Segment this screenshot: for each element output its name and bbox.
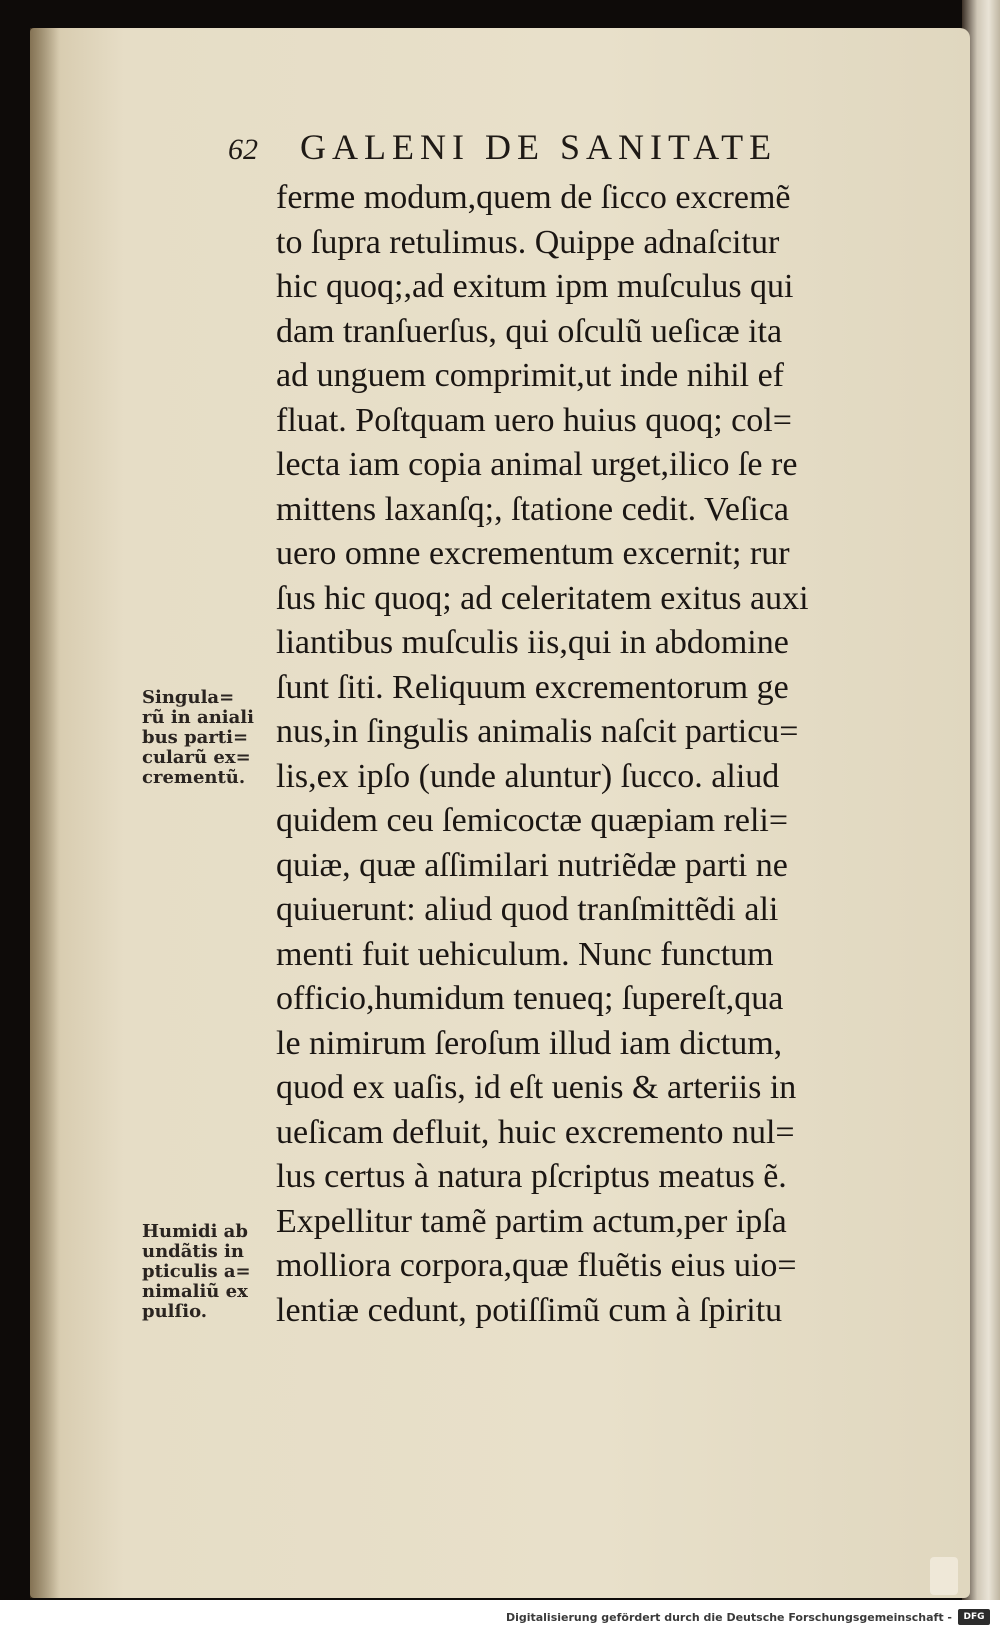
text-line: molliora corpora,quæ fluẽtis eius uio= xyxy=(276,1247,797,1284)
text-line: nus,in ſingulis animalis naſcit particu= xyxy=(276,713,799,750)
text-line: quidem ceu ſemicoctæ quæpiam reli= xyxy=(276,802,789,839)
running-title: GALENI DE SANITATE xyxy=(300,127,778,167)
text-line: lentiæ cedunt, potiſſimũ cum à ſpiritu xyxy=(276,1291,783,1329)
text-line: hic quoq;,ad exitum ipm muſculus qui xyxy=(276,268,794,305)
marginal-note-line: pulſio. xyxy=(142,1301,208,1322)
text-line: uero omne excrementum excernit; rur xyxy=(276,535,790,572)
marginal-note-line: pticulis a= xyxy=(142,1261,251,1282)
text-line: officio,humidum tenueq; ſupereſt,qua xyxy=(276,980,784,1017)
marginal-note-line: rũ in aniali xyxy=(142,707,254,728)
main-text-block xyxy=(276,176,956,1333)
page-number: 62 xyxy=(228,133,258,166)
text-line: lis,ex ipſo (unde aluntur) ſucco. aliud xyxy=(276,757,780,795)
text-line: quiuerunt: aliud quod tranſmittẽdi ali xyxy=(276,891,779,928)
marginal-note-2 xyxy=(142,1222,272,1322)
text-line: ſus hic quoq; ad celeritatem exitus auxi xyxy=(276,579,809,617)
text-line: ad unguem comprimit,ut inde nihil ef xyxy=(276,357,785,394)
text-line: ſunt ſiti. Reliquum excrementorum ge xyxy=(276,668,789,706)
text-line: mittens laxanſq;, ſtatione cedit. Veſica xyxy=(276,490,790,528)
text-line: ferme modum,quem de ſicco excremẽ xyxy=(276,179,791,216)
text-line: to ſupra retulimus. Quippe adnaſcitur xyxy=(276,223,780,261)
gutter-shadow xyxy=(30,28,60,1598)
text-line: fluat. Poſtquam uero huius quoq; col= xyxy=(276,401,792,439)
page-corner-tab xyxy=(930,1557,958,1595)
text-line: liantibus muſculis iis,qui in abdomine xyxy=(276,624,789,661)
running-head xyxy=(228,126,888,182)
marginal-note-line: cularũ ex= xyxy=(142,747,251,768)
text-line: lecta iam copia animal urget,ilico ſe re xyxy=(276,446,798,483)
text-line: quod ex uaſis, id eſt uenis & arteriis in xyxy=(276,1069,797,1106)
text-line: le nimirum ſeroſum illud iam dictum, xyxy=(276,1024,783,1062)
marginal-note-line: undãtis in xyxy=(142,1241,244,1262)
dfg-logo: DFG xyxy=(958,1609,990,1625)
marginal-note-line: crementũ. xyxy=(142,767,246,788)
funding-credit: Digitalisierung gefördert durch die Deutsche Forschungsgemeinschaft - xyxy=(505,1611,952,1624)
marginal-note-1 xyxy=(142,688,272,788)
text-line: menti fuit uehiculum. Nunc functum xyxy=(276,935,774,973)
marginal-note-line: Singula= xyxy=(142,687,235,708)
text-line: quiæ, quæ aſſimilari nutriẽdæ parti ne xyxy=(276,846,788,884)
text-line: ueſicam defluit, huic excremento nul= xyxy=(276,1113,795,1151)
text-line: dam tranſuerſus, qui oſculũ ueſicæ ita xyxy=(276,312,783,350)
text-line: lus certus à natura pſcriptus meatus ẽ. xyxy=(276,1158,787,1195)
text-line: Expellitur tamẽ partim actum,per ipſa xyxy=(276,1202,787,1240)
marginal-note-line: bus parti= xyxy=(142,727,249,748)
marginal-note-line: nimaliũ ex xyxy=(142,1281,248,1302)
marginal-note-line: Humidi ab xyxy=(142,1221,248,1242)
